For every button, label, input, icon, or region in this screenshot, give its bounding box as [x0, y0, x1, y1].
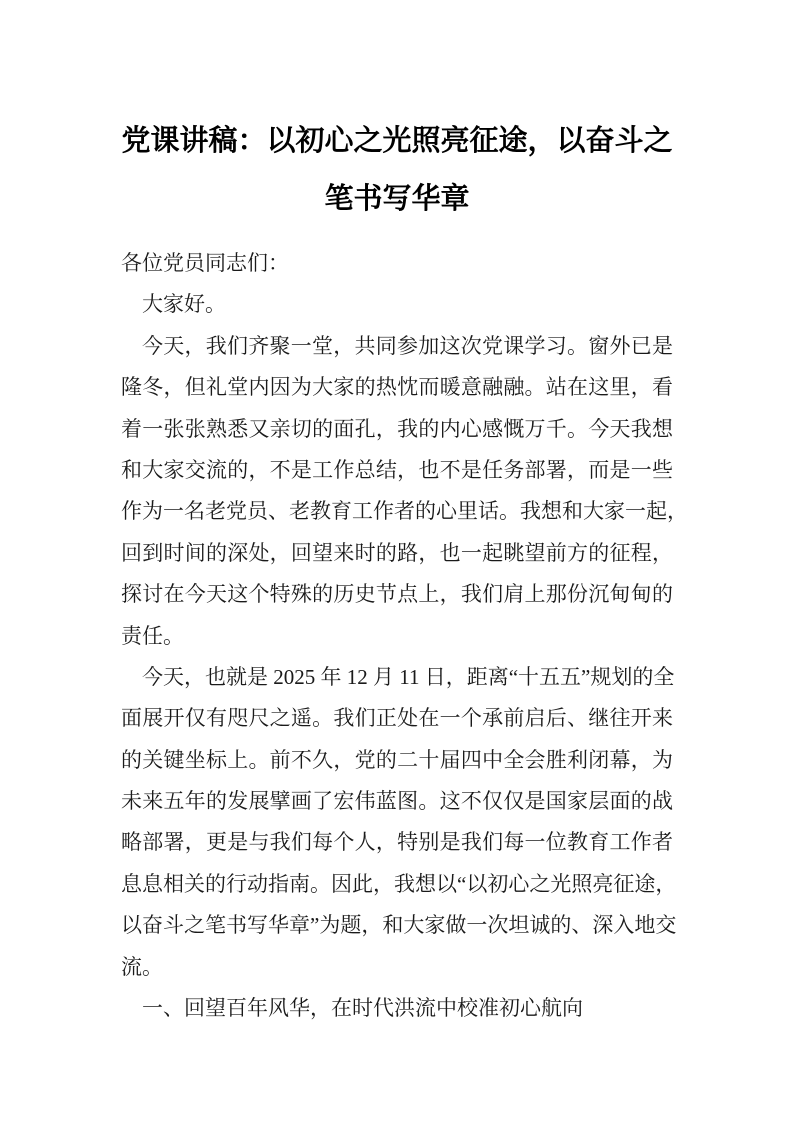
paragraph-line: 和大家交流的，不是工作总结，也不是任务部署，而是一些 [121, 457, 673, 482]
paragraph-line: 流。 [121, 954, 163, 979]
paragraph-line: 以奋斗之笔书写华章”为题，和大家做一次坦诚的、深入地交 [121, 913, 677, 938]
section-heading: 一、回望百年风华，在时代洪流中校准初心航向 [142, 996, 583, 1021]
paragraph-line: 略部署，更是与我们每个人，特别是我们每一位教育工作者 [121, 830, 673, 855]
greeting-line: 大家好。 [142, 292, 226, 317]
document-body [121, 243, 688, 1029]
paragraph-line: 今天，也就是 2025 年 12 月 11 日，距离“十五五”规划的全 [142, 664, 675, 689]
paragraph-line: 回到时间的深处，回望来时的路，也一起眺望前方的征程， [121, 540, 673, 565]
paragraph-line: 探讨在今天这个特殊的历史节点上，我们肩上那份沉甸甸的 [121, 582, 673, 607]
paragraph-line: 今天，我们齐聚一堂，共同参加这次党课学习。窗外已是 [142, 333, 673, 358]
paragraph-line: 作为一名老党员、老教育工作者的心里话。我想和大家一起， [121, 499, 688, 524]
paragraph-line: 着一张张熟悉又亲切的面孔，我的内心感慨万千。今天我想 [121, 416, 673, 441]
paragraph-line: 面展开仅有咫尺之遥。我们正处在一个承前启后、继往开来 [121, 706, 673, 731]
paragraph-line: 责任。 [121, 623, 184, 648]
title-line: 党课讲稿：以初心之光照亮征途，以奋斗之 [121, 125, 673, 157]
document-title [121, 112, 673, 228]
salutation-line: 各位党员同志们： [121, 251, 289, 275]
paragraph-line: 息息相关的行动指南。因此，我想以“以初心之光照亮征途， [121, 871, 677, 896]
paragraph-line: 未来五年的发展擘画了宏伟蓝图。这不仅仅是国家层面的战 [121, 789, 673, 814]
title-line: 笔书写华章 [324, 183, 470, 215]
paragraph-line: 隆冬，但礼堂内因为大家的热忱而暖意融融。站在这里，看 [121, 375, 673, 400]
document-content [121, 0, 688, 1029]
paragraph-line: 的关键坐标上。前不久，党的二十届四中全会胜利闭幕，为 [121, 747, 673, 772]
